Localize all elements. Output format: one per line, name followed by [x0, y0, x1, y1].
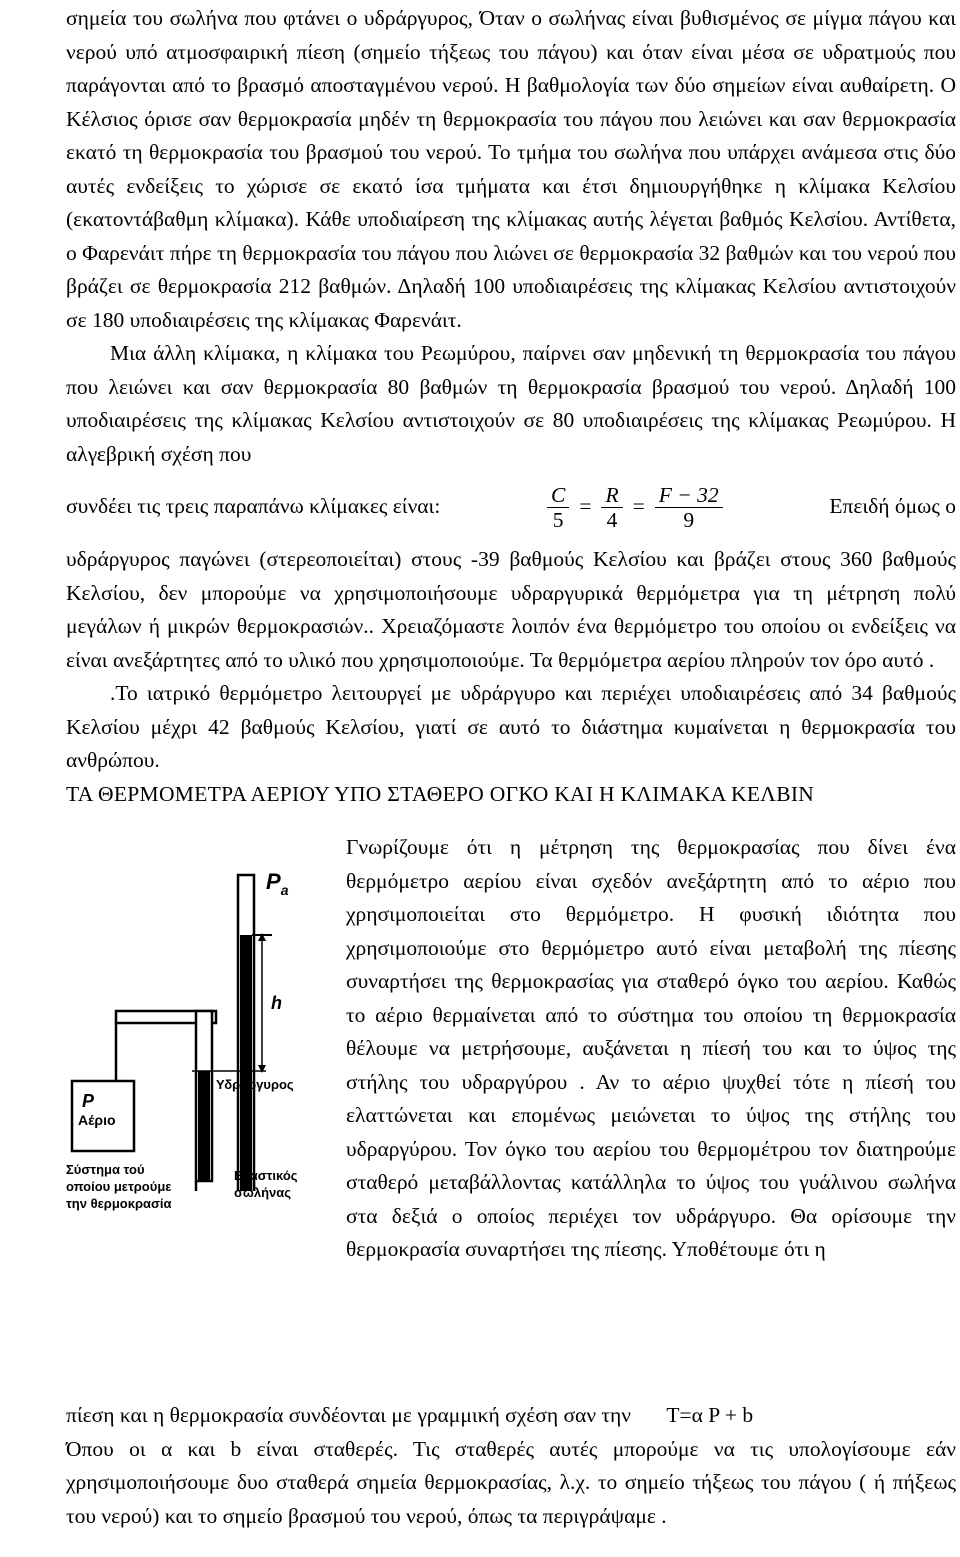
formula-line: [66, 471, 956, 543]
gas-thermometer-figure: [66, 861, 336, 1161]
caption-tube-line2: σωλήνας: [234, 1185, 292, 1200]
equals-sign: =: [579, 494, 592, 519]
linear-relation-block: [66, 1399, 956, 1533]
linear-relation-text: πίεση και η θερμοκρασία συνδέονται με γραμμική σχέση σαν την: [66, 1403, 632, 1427]
height-arrow-down: [258, 1065, 266, 1073]
fraction-reaumur: [601, 483, 622, 532]
gas-thermometer-diagram: [66, 861, 336, 1191]
linear-relation-equation: T=α P + b: [666, 1403, 754, 1427]
section-heading: ΤΑ ΘΕΡΜΟΜΕΤΡΑ ΑΕΡΙΟΥ ΥΠΟ ΣΤΑΘΕΡΟ ΟΓΚΟ ΚΑΙ Η ΚΛΙΜΑΚΑ ΚΕΛΒΙΝ: [66, 781, 815, 806]
right-mercury-column: [240, 935, 252, 1191]
temperature-scale-formula: [547, 483, 723, 532]
paragraph-gas-thermometer: Γνωρίζουμε ότι η μέτρηση της θερμοκρασίας που δίνει ένα θερμόμετρο αερίου είναι σχεδόν ανεξάρτητη από το αέριο που χρησιμοποιείται στο θερμόμετρο. Η φυσική ιδιότητα που χρησιμοποιούμε στο θερμόμετρο αυτό είναι μεταβολή της πίεσης συναρτήσει της θερμοκρασίας για σταθερό όγκο του αερίου. Καθώς το αέριο θερμαίνεται από το σύστημα του οποίου τη θερμοκρασία θέλουμε να μετρήσουμε, αυξάνεται η πίεσή του και το ύψος της στήλης του υδραργύρου . Αν το αέριο ψυχθεί τότε η πίεσή του ελαττώνεται και επομένως μειώνεται το ύψος της στήλης του υδραργύρου. Τον όγκο του αερίου του θερμομέτρου τον διατηρούμε σταθερό μεταβάλλοντας κατάλληλα το ύψος του γυάλινου σωλήνα στα δεξιά ο οποίος περιέχει τον υδράργυρο. Θα ορίσουμε την θερμοκρασία συναρτήσει της πίεσης. Υποθέτουμε ότι η: [346, 835, 956, 1261]
fraction-fahrenheit: [655, 483, 723, 532]
caption-system-line2: οποίου μετρούμε: [66, 1179, 172, 1194]
formula-prefix: συνδέει τις τρεις παραπάνω κλίμακες είναι:: [66, 494, 441, 519]
figure-caption-system: [66, 1161, 172, 1212]
paragraph-mercury-limits: υδράργυρος παγώνει (στερεοποιείται) στους -39 βαθμούς Κελσίου και βράζει στους 360 βαθμούς Κελσίου, δεν μπορούμε να χρησιμοποιήσουμε υδραργυρικά θερμόμετρα για τη μέτρηση πολύ μεγάλων ή μικρών θερμοκρασιών.. Χρειαζόμαστε λοιπόν ένα θερμόμετρο του οποίου οι ενδείξεις να είναι ανεξάρτητες από το υλικό που χρησιμοποιούμε. Τα θερμόμετρα αερίου πληρούν τον όρο αυτό .: [66, 547, 956, 672]
paragraph-constants: Όπου οι α και b είναι σταθερές. Τις σταθερές αυτές μπορούμε να τις υπολογίσουμε εάν χρησιμοποιήσουμε δυο σταθερά σημεία θερμοκρασίας, λ.χ. το σημείο τήξεως του πάγου ( ή πήξεως του νερού) και το σημείο βρασμού του νερού, όπως τα περιγράψαμε .: [66, 1436, 956, 1528]
fraction-celsius: [547, 483, 569, 532]
paragraph-linear-relation: [66, 1399, 956, 1433]
paragraph-celsius-fahrenheit: σημεία του σωλήνα που φτάνει ο υδράργυρος, Όταν ο σωλήνας είναι βυθισμένος σε μίγμα πάγου και νερού υπό ατμοσφαιρική πίεση (σημείο τήξεως του πάγου) και όταν είναι μέσα σε υδρατμούς που παράγονται από το βρασμό αποσταγμένου νερού. Η βαθμολογία των δύο σημείων είναι αυθαίρετη. Ο Κέλσιος όρισε σαν θερμοκρασία μηδέν τη θερμοκρασία του πάγου που λειώνει και σαν θερμοκρασία εκατό τη θερμοκρασία του βρασμού του νερού. Το τμήμα του σωλήνα που υπάρχει ανάμεσα στις δύο αυτές ενδείξεις το χώρισε σε εκατό ίσα τμήματα και έτσι δημιουργήθηκε η κλίμακα Κελσίου (εκατοντάβαθμη κλίμακα). Κάθε υποδιαίρεση της κλίμακας αυτής λέγεται βαθμός Κελσίου. Αντίθετα, ο Φαρενάιτ πήρε τη θερμοκρασία του πάγου που λιώνει σε θερμοκρασία 32 βαθμών και του νερού που βράζει σε θερμοκρασία 212 βαθμών. Δηλαδή 100 υποδιαιρέσεις της κλίμακας Κελσίου αντιστοιχούν σε 180 υποδιαιρέσεις της κλίμακας Φαρενάιτ.: [66, 6, 956, 332]
document-page: [66, 0, 956, 1557]
fraction-celsius-numerator: C: [547, 483, 569, 508]
caption-system-line3: την θερμοκρασία: [66, 1196, 172, 1211]
caption-tube-line1: Ελαστικός: [234, 1168, 298, 1183]
fraction-fahrenheit-numerator: F − 32: [655, 483, 723, 508]
pressure-label: P: [82, 1091, 95, 1111]
figure-caption-elastic-tube: [234, 1167, 298, 1201]
atmospheric-pressure-label: $P_a$: [266, 869, 289, 898]
height-label: h: [271, 993, 282, 1013]
paragraph-reaumur: Μια άλλη κλίμακα, η κλίμακα του Ρεωμύρου, παίρνει σαν μηδενική τη θερμοκρασία του πάγου που λειώνει και σαν θερμοκρασία 80 βαθμών τη θερμοκρασία βρασμού του νερού. Δηλαδή 100 υποδιαιρέσεις της κλίμακας Κελσίου αντιστοιχούν σε 80 υποδιαιρέσεις της κλίμακας Ρεωμύρου. Η αλγεβρική σχέση που: [66, 341, 956, 466]
equals-sign: =: [632, 494, 645, 519]
left-mercury-column: [198, 1071, 210, 1181]
fraction-celsius-denominator: 5: [552, 507, 564, 532]
caption-system-line1: Σύστημα τού: [66, 1162, 145, 1177]
figure-section: [66, 831, 956, 1557]
formula-suffix: Επειδή όμως ο: [829, 494, 956, 519]
gas-label: Αέριο: [78, 1112, 116, 1128]
paragraph-medical-thermometer: .Το ιατρικό θερμόμετρο λειτουργεί με υδράργυρο και περιέχει υποδιαιρέσεις από 34 βαθμούς Κελσίου μέχρι 42 βαθμούς Κελσίου, γιατί σε αυτό το διάστημα κυμαίνεται η θερμοκρασία του ανθρώπου.: [66, 681, 956, 772]
mercury-label: Υδράργυρος: [216, 1077, 294, 1092]
fraction-fahrenheit-denominator: 9: [683, 507, 695, 532]
figure-side-text: [346, 831, 956, 1267]
fraction-reaumur-denominator: 4: [606, 507, 618, 532]
fraction-reaumur-numerator: R: [601, 483, 622, 508]
